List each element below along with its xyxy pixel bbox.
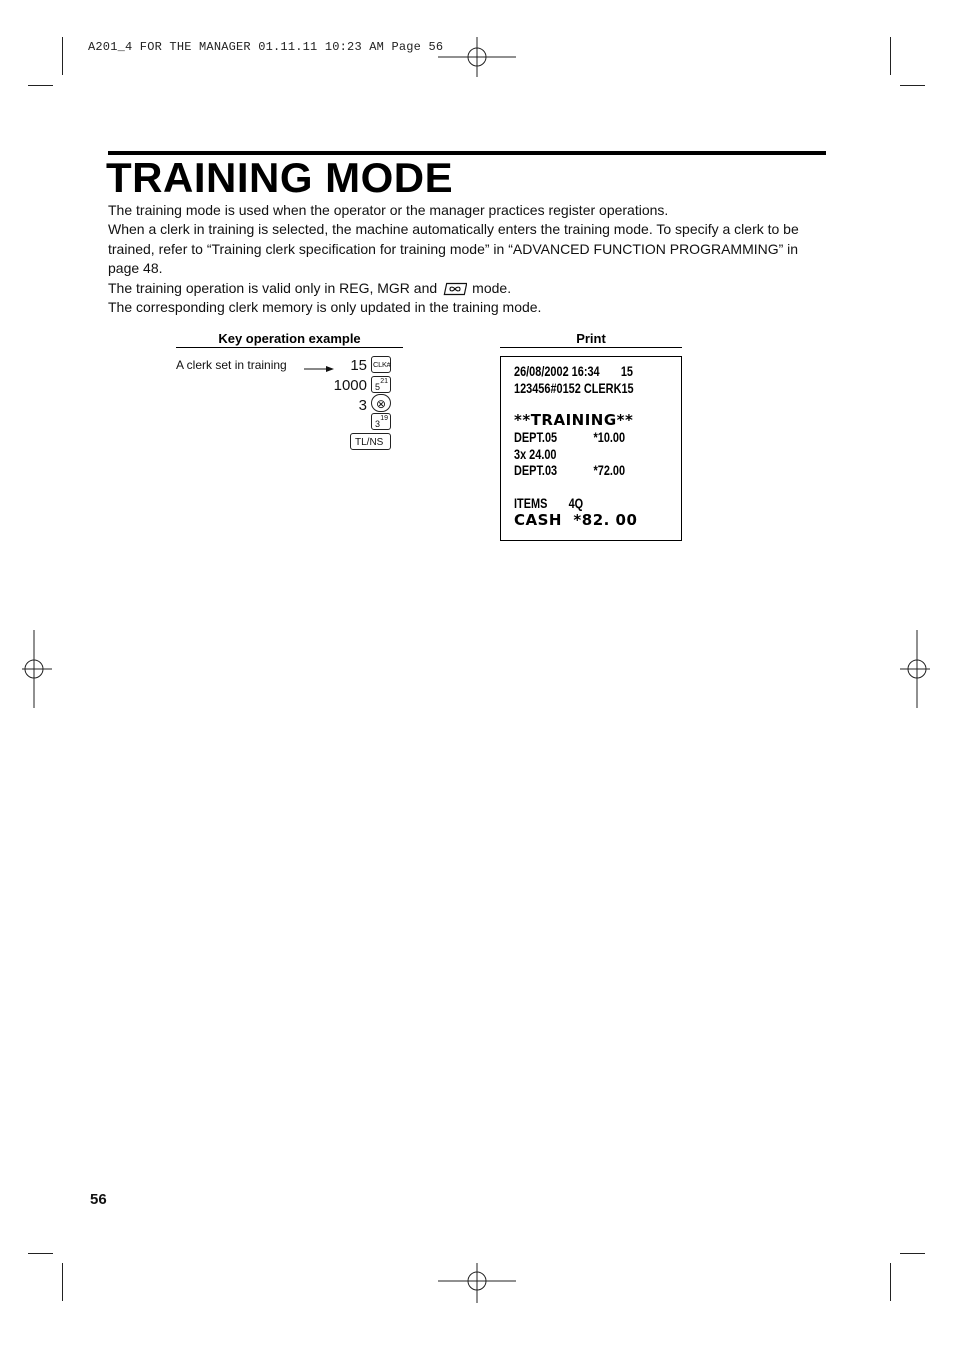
key-operation-heading: Key operation example (218, 331, 361, 346)
paragraph: The corresponding clerk memory is only updated in the training mode. (108, 299, 542, 316)
entry-number: 15 (350, 357, 367, 374)
key-operation-rule (176, 347, 403, 348)
mode-key-icon (443, 282, 467, 296)
crop-mark (890, 37, 891, 75)
receipt-line: 3x 24.00 (514, 446, 557, 462)
receipt-line: 26/08/2002 16:34 15 (514, 363, 634, 379)
receipt-line: DEPT.03 *72.00 (514, 462, 626, 478)
receipt-line: CASH *82. 00 (514, 511, 638, 529)
key-label: TL/NS (355, 437, 384, 448)
key-label: 3 (375, 419, 381, 429)
page-title: TRAINING MODE (106, 154, 454, 201)
crop-mark (62, 1263, 63, 1301)
paragraph (108, 279, 830, 298)
multiply-key (371, 394, 391, 412)
paragraph: The training mode is used when the operator or the manager practices register operations. (108, 202, 669, 218)
crop-mark (900, 85, 925, 86)
entry-number: 1000 (333, 377, 367, 394)
crop-mark (890, 1263, 891, 1301)
entry-number: 3 (358, 397, 367, 414)
print-heading: Print (576, 331, 606, 346)
intro-text (108, 201, 830, 317)
clk-key (371, 356, 391, 373)
crop-mark (900, 1253, 925, 1254)
receipt-line: DEPT.05 *10.00 (514, 429, 626, 445)
tlns-key (350, 433, 391, 450)
page-number: 56 (90, 1191, 107, 1208)
receipt-line: **TRAINING** (514, 411, 634, 429)
dept-key (371, 376, 391, 393)
key-superscript: 19 (380, 415, 388, 422)
crop-mark (28, 1253, 53, 1254)
dept-key (371, 413, 391, 430)
paragraph-text: mode. (472, 279, 512, 296)
crop-mark (62, 37, 63, 75)
registration-mark-left (22, 630, 52, 710)
receipt-printout (500, 356, 682, 541)
registration-mark-bottom (438, 1263, 518, 1303)
registration-mark-top (438, 37, 518, 77)
paragraph: When a clerk in training is selected, the machine automatically enters the training mode. To specify a clerk to be trained, refer to “Training clerk specification for training mode” in “ADVANCED FUNCTION PROGRAMMING” in page 48. (108, 221, 799, 277)
crop-mark (28, 85, 53, 86)
key-label: CLK# (373, 360, 391, 369)
print-rule (500, 347, 682, 348)
registration-mark-right (900, 630, 930, 710)
key-label: ⊗ (376, 397, 387, 411)
receipt-line: ITEMS 4Q (514, 495, 584, 511)
print-slug: A201_4 FOR THE MANAGER 01.11.11 10:23 AM Page 56 (88, 40, 444, 54)
key-superscript: 21 (380, 378, 388, 385)
receipt-line: 123456#0152 CLERK15 (514, 380, 634, 396)
key-label: 5 (375, 382, 381, 392)
clerk-note: A clerk set in training (176, 358, 287, 372)
paragraph-text: The training operation is valid only in REG, MGR and (108, 279, 438, 296)
